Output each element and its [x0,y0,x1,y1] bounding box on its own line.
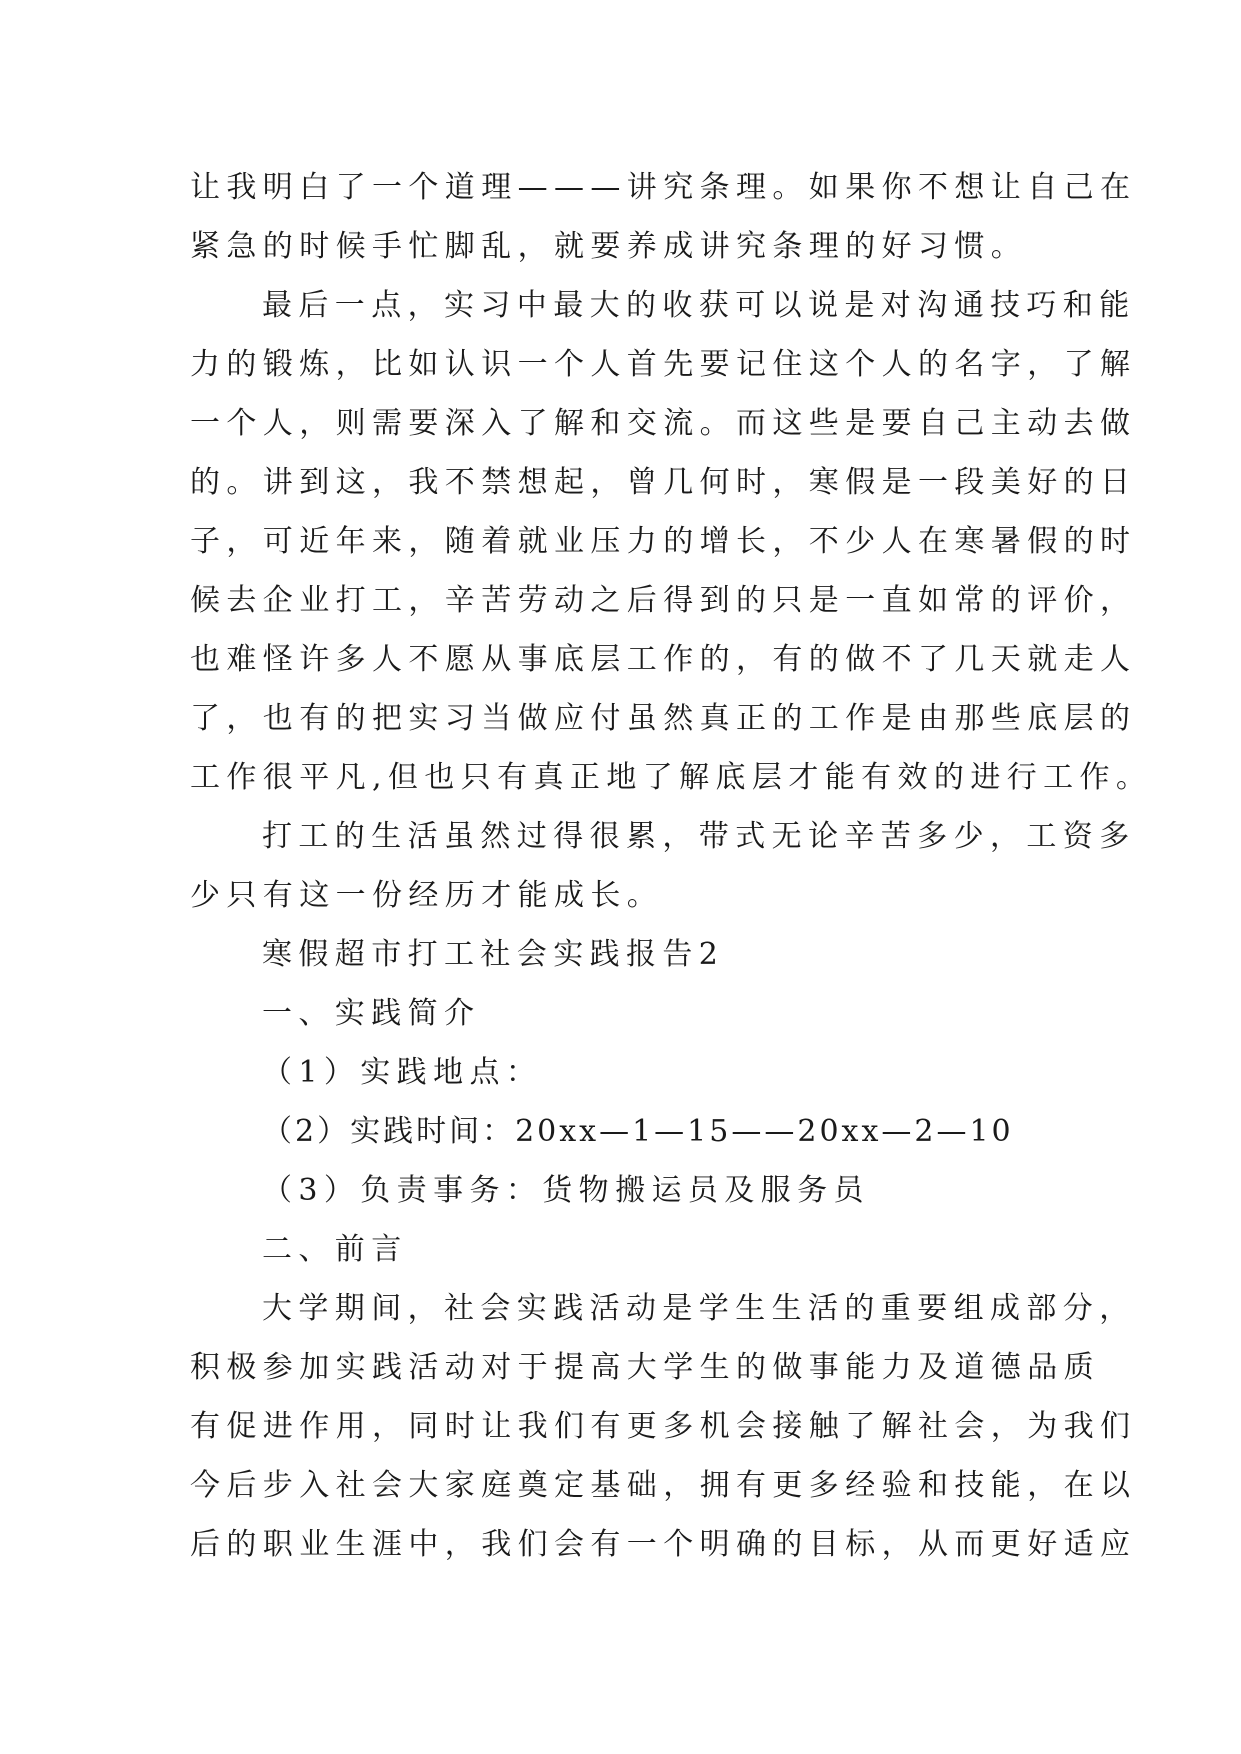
text-line: 大学期间，社会实践活动是学生生活的重要组成部分， [262,1291,1136,1326]
text-line: 二、前言 [262,1232,408,1267]
text-line: （3）负责事务：货物搬运员及服务员 [262,1173,870,1208]
text-line: 寒假超市打工社会实践报告2 [262,937,725,972]
text-line: 少只有这一份经历才能成长。 [190,878,664,913]
text-line: 一个人，则需要深入了解和交流。而这些是要自己主动去做 [190,406,1137,441]
text-line: 工作很平凡,但也只有真正地了解底层才能有效的进行工作。 [190,760,1153,795]
text-line: 也难怪许多人不愿从事底层工作的，有的做不了几天就走人 [190,642,1137,677]
text-line: 子，可近年来，随着就业压力的增长，不少人在寒暑假的时 [190,524,1137,559]
text-line: （1）实践地点： [262,1055,543,1090]
text-line: 紧急的时候手忙脚乱，就要养成讲究条理的好习惯。 [190,229,1028,264]
text-line: 一、实践简介 [262,996,481,1031]
text-line: 今后步入社会大家庭奠定基础，拥有更多经验和技能，在以 [190,1468,1137,1503]
text-line: 的。讲到这，我不禁想起，曾几何时，寒假是一段美好的日 [190,465,1137,500]
text-line: 后的职业生涯中，我们会有一个明确的目标，从而更好适应 [190,1527,1137,1562]
text-line: 了，也有的把实习当做应付虽然真正的工作是由那些底层的 [190,701,1137,736]
text-line: 积极参加实践活动对于提高大学生的做事能力及道德品质 [190,1350,1100,1385]
text-line: 让我明白了一个道理———讲究条理。如果你不想让自己在 [190,170,1137,205]
document-body [190,158,1153,1574]
text-line: （2）实践时间：20xx—1—15——20xx—2—10 [262,1114,1014,1149]
text-line: 最后一点，实习中最大的收获可以说是对沟通技巧和能 [262,288,1136,323]
text-line: 有促进作用，同时让我们有更多机会接触了解社会，为我们 [190,1409,1137,1444]
text-line: 候去企业打工，辛苦劳动之后得到的只是一直如常的评价， [190,583,1137,618]
text-line: 力的锻炼，比如认识一个人首先要记住这个人的名字，了解 [190,347,1137,382]
text-line: 打工的生活虽然过得很累，带式无论辛苦多少，工资多 [262,819,1136,854]
